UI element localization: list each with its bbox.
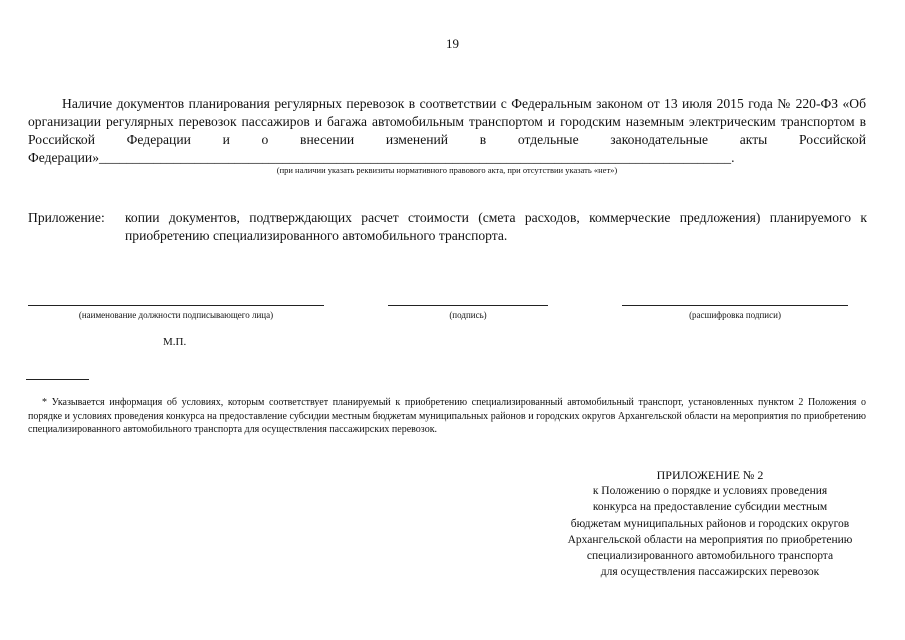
appendix-2-line: Архангельской области на мероприятия по приобретению [567,533,853,546]
appendix-label: Приложение: [28,210,105,225]
appendix-2-line: специализированного автомобильного транспорта [586,550,834,563]
appendix-2-line: к Положению о порядке и условиях проведения [592,485,828,498]
paragraph-body: Наличие документов планирования регулярных перевозок в соответствии с Федеральным законом от 13 июля 2015 года № 220-ФЗ «Об организации регулярных перевозок пассажиров и багажа автомобильным транспортом и городским наземным электрическим транспортом в Российской Федерации и о внесении изменений в отдельные законодательные акты Российской [28,96,866,147]
paragraph-hint: (при наличии указать реквизиты нормативного правового акта, при отсутствии указать «нет») [276,165,618,175]
page-number: 19 [446,36,459,51]
appendix-2-line: бюджетам муниципальных районов и городских округов [570,517,850,530]
footnote-divider [26,379,89,380]
planning-documents-paragraph [28,95,866,167]
seal-mark: М.П. [163,336,187,348]
signature-caption: (подпись) [449,310,487,320]
footnote: * Указывается информация об условиях, которым соответствует планируемый к приобретению специализированный автомобильный транспорт, установленных пунктом 2 Положения о порядке и условиях проведения конкурса на предоставление субсидии местным бюджетам муниципальных районов и городских округов Архангельской области на мероприятия по приобретению специализированного автомобильного транспорта для осуществления пассажирских перевозок. [28,397,866,435]
paragraph-fill-line: Федерации»_____________________________________________________________________________________________. [28,150,735,165]
decoding-signature-line [622,305,848,306]
signature-line [388,305,548,306]
appendix-2-line: для осуществления пассажирских перевозок [600,566,820,579]
position-caption: (наименование должности подписывающего лица) [78,310,274,320]
appendix-text: копии документов, подтверждающих расчет стоимости (смета расходов, коммерческие предложения) планируемого к приобретению специализированного автомобильного транспорта. [125,210,867,243]
decoding-caption: (расшифровка подписи) [689,310,781,320]
appendix-2-line: конкурса на предоставление субсидии местным [592,501,828,514]
position-signature-line [28,305,324,306]
appendix-2-header [520,467,900,580]
appendix-2-title: ПРИЛОЖЕНИЕ № 2 [656,468,764,482]
